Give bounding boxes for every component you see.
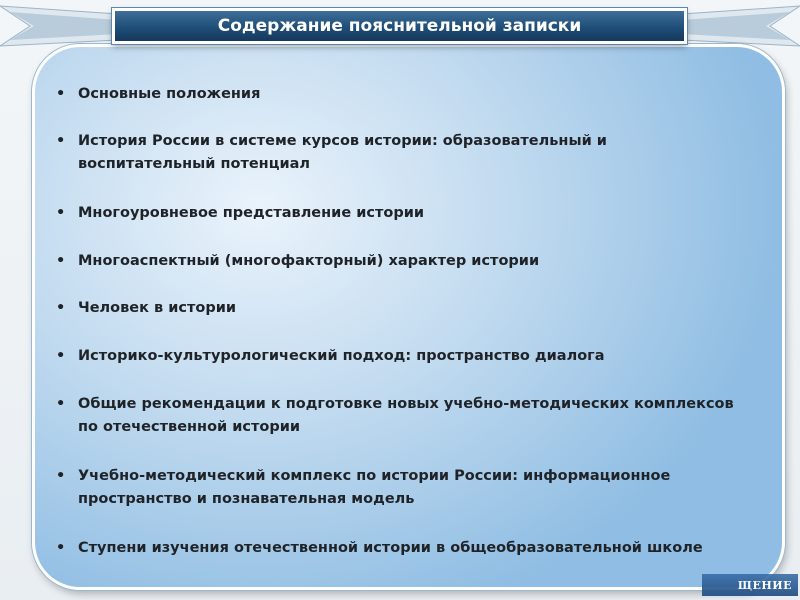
publisher-logo: ЩЕНИЕ bbox=[702, 574, 798, 596]
list-item bbox=[56, 465, 736, 511]
bullet-icon: • bbox=[56, 300, 66, 316]
list-item-text: Общие рекомендации к подготовке новых учебно-методических комплексов по отечественной истории bbox=[78, 396, 734, 435]
bullet-icon: • bbox=[56, 396, 66, 412]
bullet-icon: • bbox=[56, 133, 66, 149]
list-item bbox=[56, 130, 736, 176]
list-item bbox=[56, 83, 736, 106]
list-item-text: Многоуровневое представление истории bbox=[78, 205, 425, 221]
bullet-icon: • bbox=[56, 348, 66, 364]
list-item-text: Основные положения bbox=[78, 86, 261, 102]
list-item-text: История России в системе курсов истории: образовательный и воспитательный потенциал bbox=[78, 133, 607, 172]
list-item bbox=[56, 537, 736, 560]
list-item-text: Учебно-методический комплекс по истории России: информационное пространство и познавательная модель bbox=[78, 468, 671, 507]
list-item bbox=[56, 393, 736, 439]
list-item bbox=[56, 345, 736, 368]
list-item bbox=[56, 297, 736, 320]
list-item-text: Многоаспектный (многофакторный) характер истории bbox=[78, 253, 540, 269]
bullet-icon: • bbox=[56, 253, 66, 269]
bullet-icon: • bbox=[56, 540, 66, 556]
list-item-text: Ступени изучения отечественной истории в общеобразовательной школе bbox=[78, 540, 703, 556]
bullet-icon: • bbox=[56, 205, 66, 221]
list-item bbox=[56, 250, 736, 273]
bullet-icon: • bbox=[56, 468, 66, 484]
list-item-text: Историко-культурологический подход: пространство диалога bbox=[78, 348, 605, 364]
list-item-text: Человек в истории bbox=[78, 300, 237, 316]
bullet-icon: • bbox=[56, 86, 66, 102]
list-item bbox=[56, 202, 736, 225]
slide-title: Содержание пояснительной записки bbox=[112, 8, 687, 44]
